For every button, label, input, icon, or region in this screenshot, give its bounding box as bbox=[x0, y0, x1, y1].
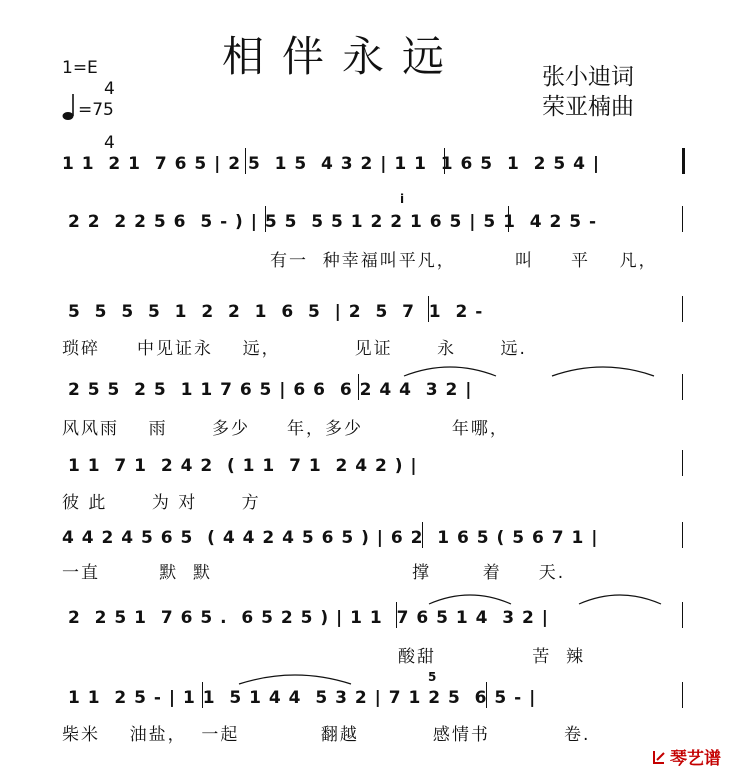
barline bbox=[422, 522, 423, 548]
time-signature-top: 4 bbox=[104, 79, 115, 99]
notation-line-2: 2 2 2 2 5 6 5 - ) | 5 5 5 5 1 2 2 1 6 5 | 5 1 4 2 5 - bbox=[68, 212, 598, 232]
tie-mark bbox=[575, 590, 665, 606]
lyric-line-8: 柴米 油盐， 一起 翻越 感情书 卷. bbox=[62, 725, 591, 745]
lyric-line-7: 酸甜 苦 辣 bbox=[398, 647, 586, 667]
logo-icon bbox=[652, 750, 666, 764]
key-signature: 1=E bbox=[62, 58, 98, 78]
notation-line-3: 5 5 5 5 1 2 2 1 6 5 | 2 5 7 1 2 - bbox=[68, 302, 484, 322]
barline bbox=[486, 682, 487, 708]
tempo-marking: =75 bbox=[78, 100, 114, 120]
notation-line-1: 1 1 2 1 7 6 5 | 2 5 1 5 4 3 2 | 1 1 1 6 5 1 2 5 4 | bbox=[62, 154, 601, 174]
lyricist-credit: 张小迪词 bbox=[542, 64, 634, 90]
barline bbox=[682, 682, 683, 708]
lyric-line-3: 琐碎 中见证永 远， 见证 永 远. bbox=[62, 339, 527, 359]
grace-note: 5 bbox=[428, 670, 438, 684]
barline bbox=[682, 296, 683, 322]
barline bbox=[428, 296, 429, 322]
barline bbox=[358, 374, 359, 400]
barline bbox=[396, 602, 397, 628]
barline bbox=[265, 206, 266, 232]
lyric-line-6: 一直 默 默 撑 着 天. bbox=[62, 563, 566, 583]
time-signature-bottom: 4 bbox=[104, 133, 115, 153]
lyric-line-2: 有一 种幸福叫平凡， 叫 平 凡， bbox=[270, 251, 658, 271]
lyric-line-5: 彼 此 为 对 方 bbox=[62, 493, 261, 513]
notation-line-5: 1 1 7 1 2 4 2 ( 1 1 7 1 2 4 2 ) | bbox=[68, 456, 418, 476]
barline bbox=[682, 450, 683, 476]
notation-line-4: 2 5 5 2 5 1 1 7 6 5 | 6 6 6 2 4 4 3 2 | bbox=[68, 380, 473, 400]
tie-mark bbox=[425, 590, 515, 606]
lyric-line-4: 风风雨 雨 多少 年，多少 年哪， bbox=[62, 419, 509, 439]
barline bbox=[682, 148, 685, 174]
composer-credit: 荣亚楠曲 bbox=[542, 94, 634, 120]
notation-line-8: 1 1 2 5 - | 1 1 5 1 4 4 5 3 2 | 7 1 2 5 6 5 - | bbox=[68, 688, 537, 708]
tie-mark bbox=[548, 362, 658, 378]
grace-note: i bbox=[400, 192, 406, 206]
notation-line-6: 4 4 2 4 5 6 5 ( 4 4 2 4 5 6 5 ) | 6 2 1 6 5 ( 5 6 7 1 | bbox=[62, 528, 599, 548]
watermark-logo: 琴艺谱 bbox=[670, 749, 721, 769]
tie-mark bbox=[400, 362, 500, 378]
barline bbox=[202, 682, 203, 708]
barline bbox=[682, 602, 683, 628]
barline bbox=[508, 206, 509, 232]
barline bbox=[682, 522, 683, 548]
barline bbox=[682, 374, 683, 400]
barline bbox=[682, 206, 683, 232]
barline bbox=[444, 148, 445, 174]
tie-mark bbox=[235, 670, 355, 686]
notation-line-7: 2 2 5 1 7 6 5 . 6 5 2 5 ) | 1 1 7 6 5 1 4 3 2 | bbox=[68, 608, 549, 628]
barline bbox=[245, 148, 246, 174]
song-title: 相伴永远 bbox=[222, 32, 463, 81]
